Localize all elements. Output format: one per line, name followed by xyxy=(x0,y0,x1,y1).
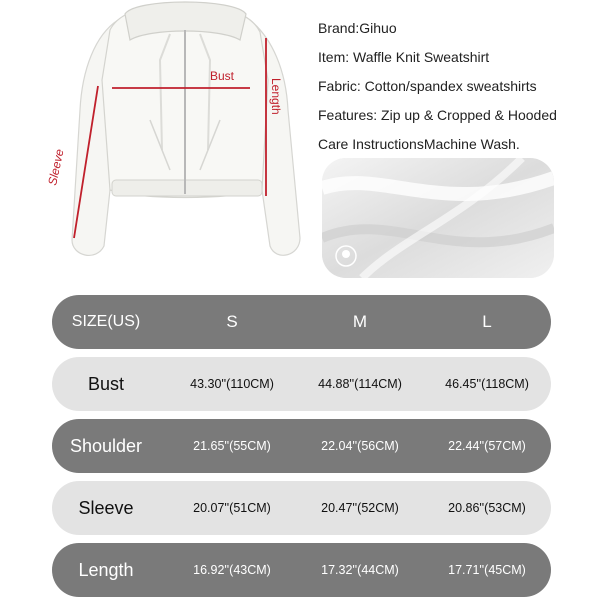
item-text: Item: Waffle Knit Sweatshirt xyxy=(318,49,490,65)
brand-text: Brand:Gihuo xyxy=(318,20,397,36)
row-label: Bust xyxy=(87,373,125,394)
cell-m: 22.04''(56CM) xyxy=(321,439,399,453)
row-label: Shoulder xyxy=(69,435,143,456)
product-specs xyxy=(318,14,600,159)
features-text: Features: Zip up & Cropped & Hooded xyxy=(318,107,557,123)
cell-s: 43.30''(110CM) xyxy=(190,377,274,391)
cell-l: 17.71''(45CM) xyxy=(448,563,526,577)
size-m-header: M xyxy=(352,312,368,331)
row-label: Sleeve xyxy=(78,497,134,518)
cell-l: 20.86''(53CM) xyxy=(448,501,526,515)
sleeve-label: Sleeve xyxy=(45,147,67,187)
cell-s: 16.92''(43CM) xyxy=(193,563,271,577)
size-s-header: S xyxy=(226,312,238,331)
size-table-header xyxy=(52,295,551,349)
table-row-shoulder xyxy=(52,419,551,473)
cell-l: 46.45''(118CM) xyxy=(445,377,529,391)
table-row-sleeve xyxy=(52,481,551,535)
care-text: Care InstructionsMachine Wash. xyxy=(318,136,520,152)
cell-m: 44.88''(114CM) xyxy=(318,377,402,391)
cell-m: 17.32''(44CM) xyxy=(321,563,399,577)
bust-label: Bust xyxy=(210,69,235,83)
table-row-length xyxy=(52,543,551,597)
size-header-label: SIZE(US) xyxy=(71,313,141,330)
fabric-text: Fabric: Cotton/spandex sweatshirts xyxy=(318,78,537,94)
size-chart-table xyxy=(52,295,551,605)
size-l-header: L xyxy=(482,312,492,331)
cell-s: 20.07''(51CM) xyxy=(193,501,271,515)
hoodie-product-image xyxy=(0,0,310,290)
cell-s: 21.65''(55CM) xyxy=(193,439,271,453)
table-row-bust xyxy=(52,357,551,411)
row-label: Length xyxy=(78,559,134,580)
fabric-closeup-image xyxy=(322,158,554,278)
cell-l: 22.44''(57CM) xyxy=(448,439,526,453)
cell-m: 20.47''(52CM) xyxy=(321,501,399,515)
waistband xyxy=(112,180,262,196)
length-label: Length xyxy=(269,78,283,115)
